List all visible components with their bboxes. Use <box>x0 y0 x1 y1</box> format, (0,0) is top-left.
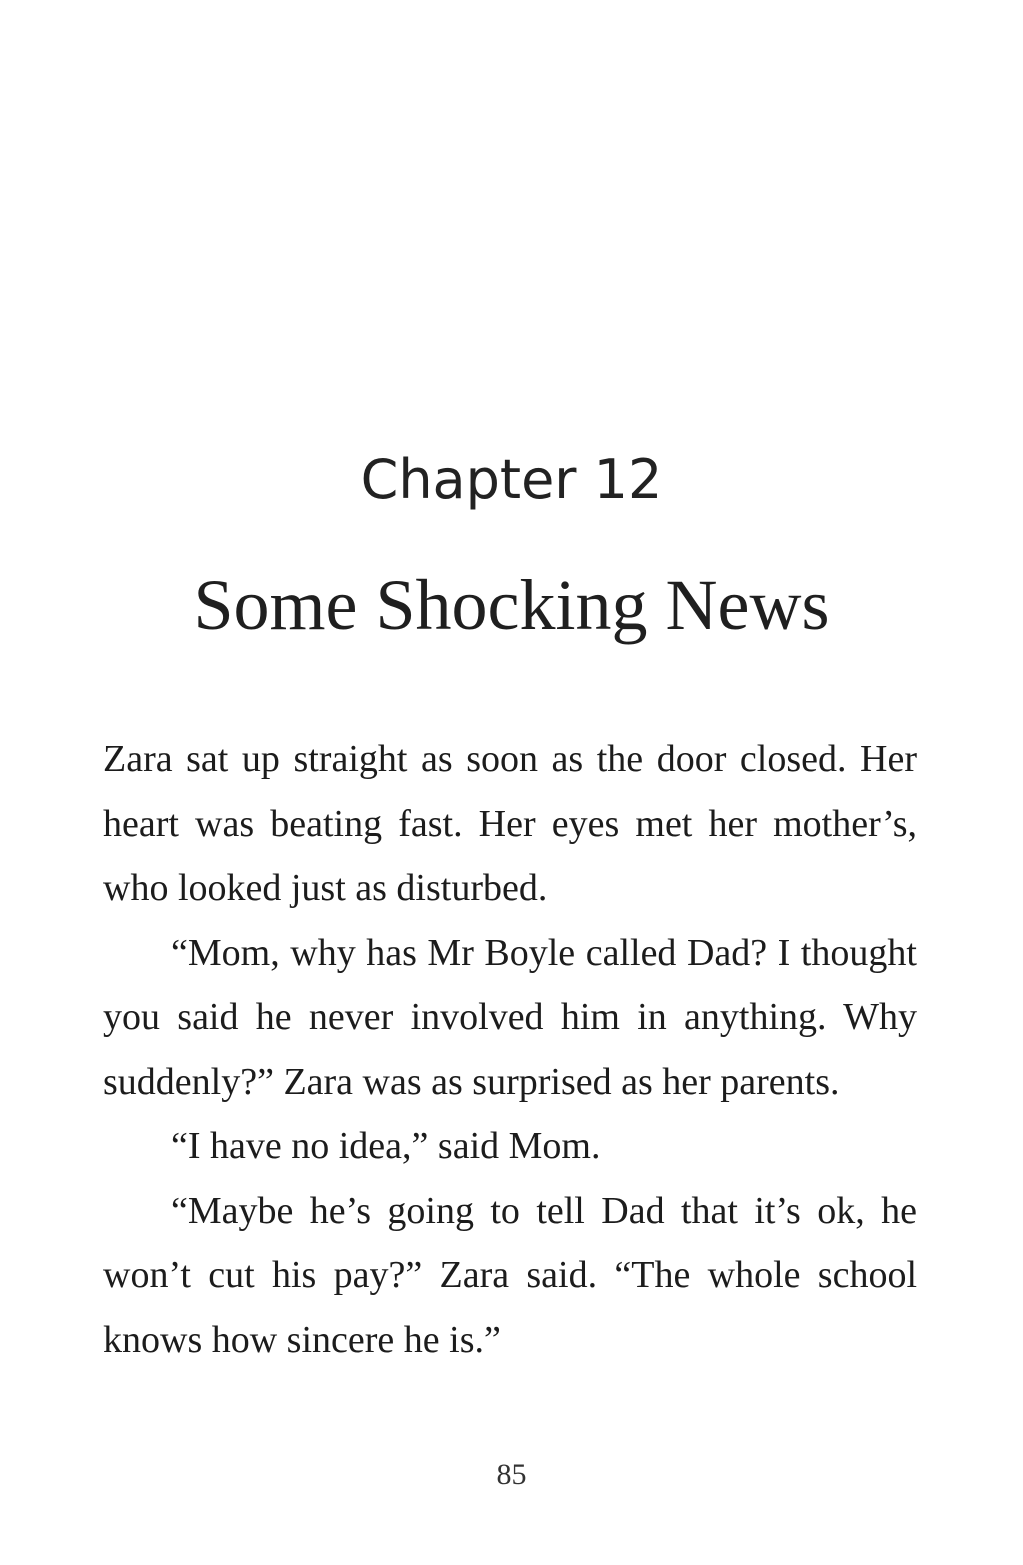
paragraph: “I have no idea,” said Mom. <box>171 1125 601 1167</box>
chapter-title: Some Shocking News <box>193 565 830 645</box>
paragraph: “Mom, why has Mr Boyle called Dad? I thought you said he never involved him in anything. Why suddenly?” Zara was as surprised as her parents. <box>103 931 917 1103</box>
paragraph: Zara sat up straight as soon as the door closed. Her heart was beating fast. Her eyes met her mother’s, who looked just as disturbed. <box>103 738 917 909</box>
chapter-body <box>103 727 917 1372</box>
paragraph: “Maybe he’s going to tell Dad that it’s ok, he won’t cut his pay?” Zara said. “The whole school knows how sincere he is.” <box>103 1189 917 1361</box>
chapter-number: Chapter 12 <box>360 448 663 511</box>
page-number: 85 <box>496 1458 527 1491</box>
